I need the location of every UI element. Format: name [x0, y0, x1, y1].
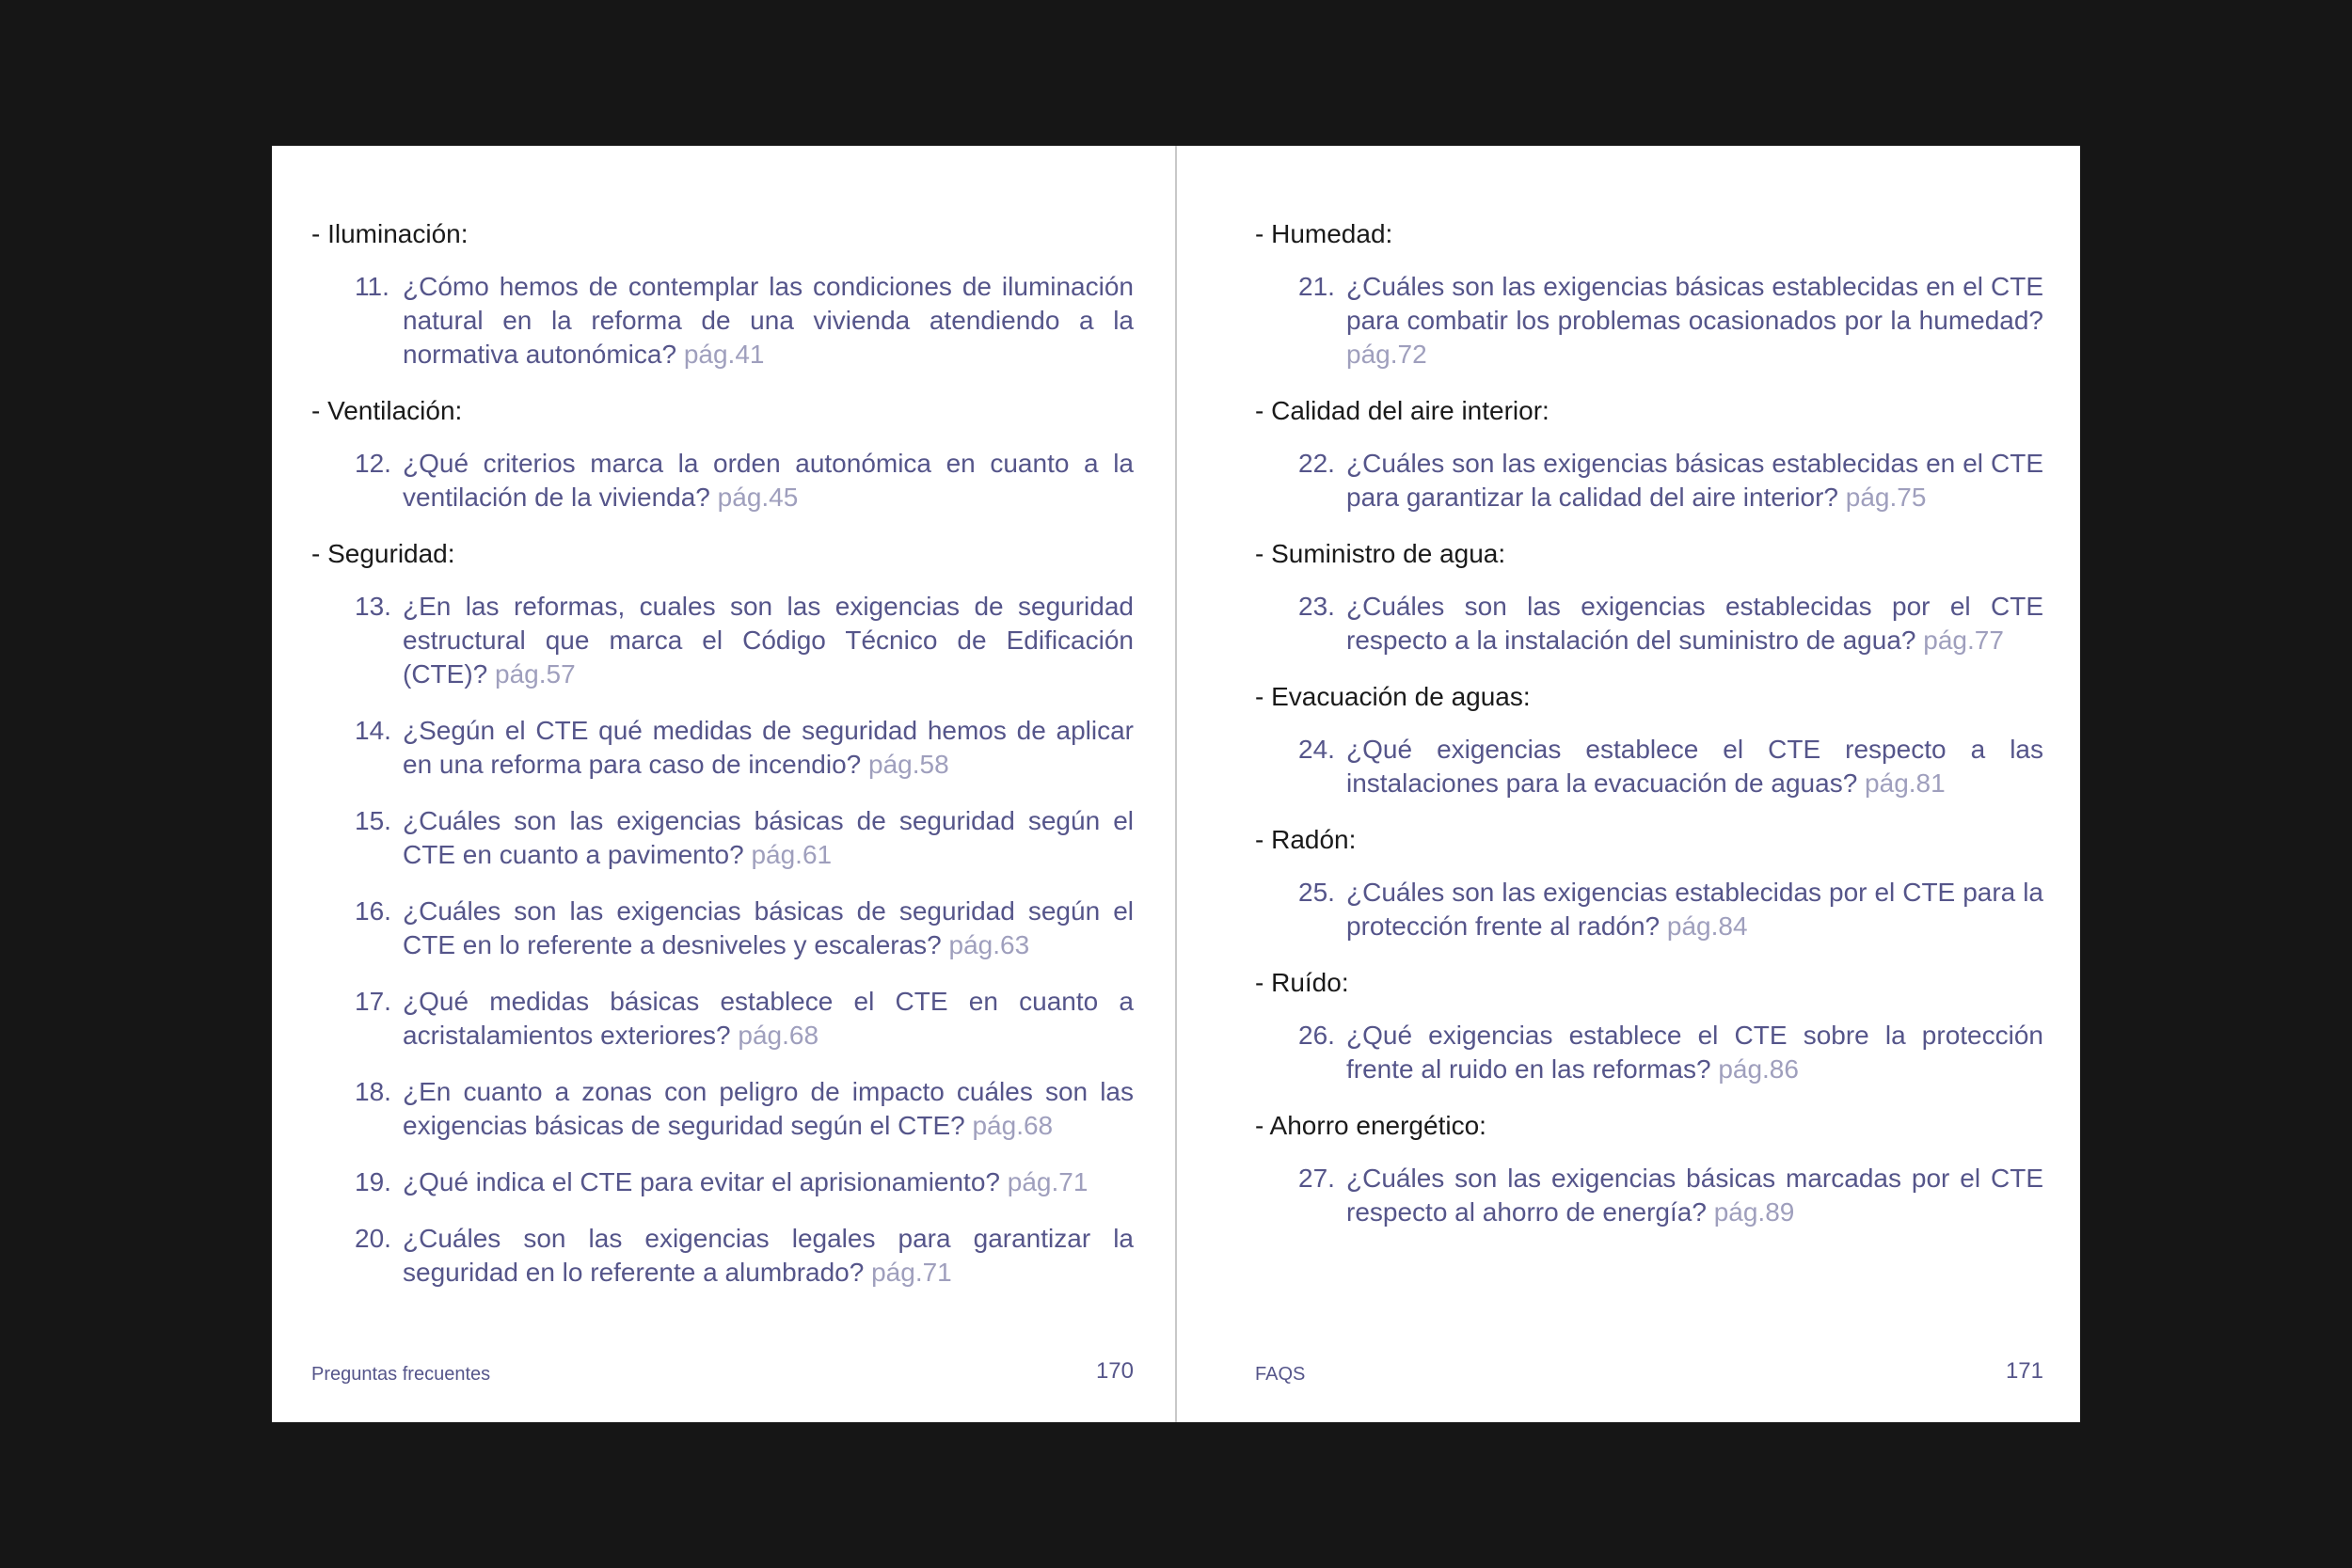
right-page: [1255, 146, 2043, 1422]
faq-item: [1255, 1162, 2043, 1229]
faq-item-number: 16.: [355, 896, 391, 926]
right-page-footer: [1255, 1358, 2043, 1396]
faq-page-reference: pág.72: [1346, 340, 1427, 369]
faq-page-reference: pág.58: [868, 750, 949, 779]
left-page-content: [311, 217, 1134, 1310]
page-number: 171: [2005, 1358, 2043, 1384]
faq-question-text: ¿Cuáles son las exigencias legales para garantizar la seguridad en lo referente a alumbrado?: [403, 1224, 1134, 1287]
faq-item-number: 14.: [355, 716, 391, 745]
faq-item: [311, 1075, 1134, 1143]
faq-question-text: ¿Cuáles son las exigencias básicas de seguridad según el CTE en cuanto a pavimento?: [403, 806, 1134, 869]
faq-item-number: 18.: [355, 1077, 391, 1106]
faq-page-reference: pág.41: [683, 340, 765, 369]
faq-question-text: ¿Qué indica el CTE para evitar el aprisionamiento?: [403, 1167, 1000, 1196]
faq-page-reference: pág.68: [738, 1021, 819, 1050]
faq-question-text: ¿Cuáles son las exigencias establecidas por el CTE respecto a la instalación del suministro de agua?: [1346, 592, 2043, 655]
faq-question-text: ¿Cuáles son las exigencias básicas establecidas en el CTE para combatir los problemas ocasionados por la humedad?: [1346, 272, 2043, 335]
section-heading: - Suministro de agua:: [1255, 539, 1506, 568]
faq-item-number: 25.: [1298, 878, 1335, 907]
faq-question-text: ¿Según el CTE qué medidas de seguridad hemos de aplicar en una reforma para caso de incendio?: [403, 716, 1134, 779]
faq-question-text: ¿En las reformas, cuales son las exigencias de seguridad estructural que marca el Código Técnico de Edificación (CTE)?: [403, 592, 1134, 689]
faq-item: [1255, 1019, 2043, 1086]
faq-item-number: 22.: [1298, 449, 1335, 478]
faq-page-reference: pág.71: [1007, 1167, 1089, 1196]
faq-item-number: 21.: [1298, 272, 1335, 301]
faq-question-text: ¿Cuáles son las exigencias establecidas por el CTE para la protección frente al radón?: [1346, 878, 2043, 941]
faq-page-reference: pág.71: [871, 1258, 952, 1287]
section-heading: - Radón:: [1255, 825, 1357, 854]
section-heading: - Evacuación de aguas:: [1255, 682, 1531, 711]
faq-item-number: 20.: [355, 1224, 391, 1253]
faq-question-text: ¿Qué exigencias establece el CTE sobre la protección frente al ruido en las reformas?: [1346, 1021, 2043, 1084]
faq-question-text: ¿Cuáles son las exigencias básicas de seguridad según el CTE en lo referente a desniveles y escaleras?: [403, 896, 1134, 959]
faq-item-number: 24.: [1298, 735, 1335, 764]
footer-section-label: Preguntas frecuentes: [311, 1364, 491, 1385]
faq-question-text: ¿Qué exigencias establece el CTE respecto a las instalaciones para la evacuación de aguas?: [1346, 735, 2043, 798]
faq-item-number: 23.: [1298, 592, 1335, 621]
faq-item-number: 27.: [1298, 1164, 1335, 1193]
section-heading: - Ventilación:: [311, 396, 463, 425]
faq-item: [1255, 270, 2043, 372]
left-page: [311, 146, 1134, 1422]
faq-page-reference: pág.45: [717, 483, 799, 512]
faq-question-text: ¿Cuáles son las exigencias básicas marcadas por el CTE respecto al ahorro de energía?: [1346, 1164, 2043, 1227]
faq-item: [311, 1222, 1134, 1290]
right-page-content: [1255, 217, 2043, 1250]
faq-item-number: 17.: [355, 987, 391, 1016]
faq-item: [311, 270, 1134, 372]
faq-item: [1255, 876, 2043, 943]
section-heading: - Seguridad:: [311, 539, 455, 568]
faq-item-number: 11.: [355, 272, 389, 301]
faq-page-reference: pág.81: [1865, 768, 1946, 798]
faq-page-reference: pág.68: [972, 1111, 1054, 1140]
faq-item-number: 15.: [355, 806, 391, 835]
faq-question-text: ¿Qué medidas básicas establece el CTE en cuanto a acristalamientos exteriores?: [403, 987, 1134, 1050]
faq-page-reference: pág.57: [495, 659, 576, 689]
faq-question-text: ¿En cuanto a zonas con peligro de impacto cuáles son las exigencias básicas de seguridad según el CTE?: [403, 1077, 1134, 1140]
faq-item: [311, 714, 1134, 782]
section-heading: - Calidad del aire interior:: [1255, 396, 1549, 425]
left-page-footer: [311, 1358, 1134, 1396]
faq-question-text: ¿Cuáles son las exigencias básicas establecidas en el CTE para garantizar la calidad del aire interior?: [1346, 449, 2043, 512]
faq-item: [311, 1165, 1134, 1199]
faq-item: [311, 985, 1134, 1053]
book-spread: [272, 146, 2080, 1422]
faq-item: [1255, 733, 2043, 800]
faq-item-number: 13.: [355, 592, 391, 621]
faq-item: [311, 895, 1134, 962]
faq-page-reference: pág.89: [1713, 1197, 1795, 1227]
faq-item: [311, 447, 1134, 515]
faq-question-text: ¿Qué criterios marca la orden autonómica en cuanto a la ventilación de la vivienda?: [403, 449, 1134, 512]
section-heading: - Humedad:: [1255, 219, 1393, 248]
book-gutter: [1175, 146, 1177, 1422]
faq-page-reference: pág.77: [1923, 626, 2004, 655]
faq-item-number: 26.: [1298, 1021, 1335, 1050]
faq-page-reference: pág.75: [1845, 483, 1927, 512]
page-number: 170: [1095, 1358, 1134, 1384]
section-heading: - Ruído:: [1255, 968, 1349, 997]
faq-item: [1255, 447, 2043, 515]
faq-question-text: ¿Cómo hemos de contemplar las condiciones de iluminación natural en la reforma de una vivienda atendiendo a la normativa autonómica?: [403, 272, 1134, 369]
faq-page-reference: pág.63: [948, 930, 1030, 959]
section-heading: - Ahorro energético:: [1255, 1111, 1486, 1140]
faq-item-number: 12.: [355, 449, 391, 478]
faq-item: [311, 804, 1134, 872]
faq-page-reference: pág.61: [751, 840, 833, 869]
faq-item: [311, 590, 1134, 691]
faq-item: [1255, 590, 2043, 657]
footer-section-label: FAQS: [1255, 1364, 1306, 1385]
section-heading: - Iluminación:: [311, 219, 469, 248]
faq-page-reference: pág.86: [1718, 1054, 1799, 1084]
faq-item-number: 19.: [355, 1167, 391, 1196]
faq-page-reference: pág.84: [1666, 911, 1748, 941]
